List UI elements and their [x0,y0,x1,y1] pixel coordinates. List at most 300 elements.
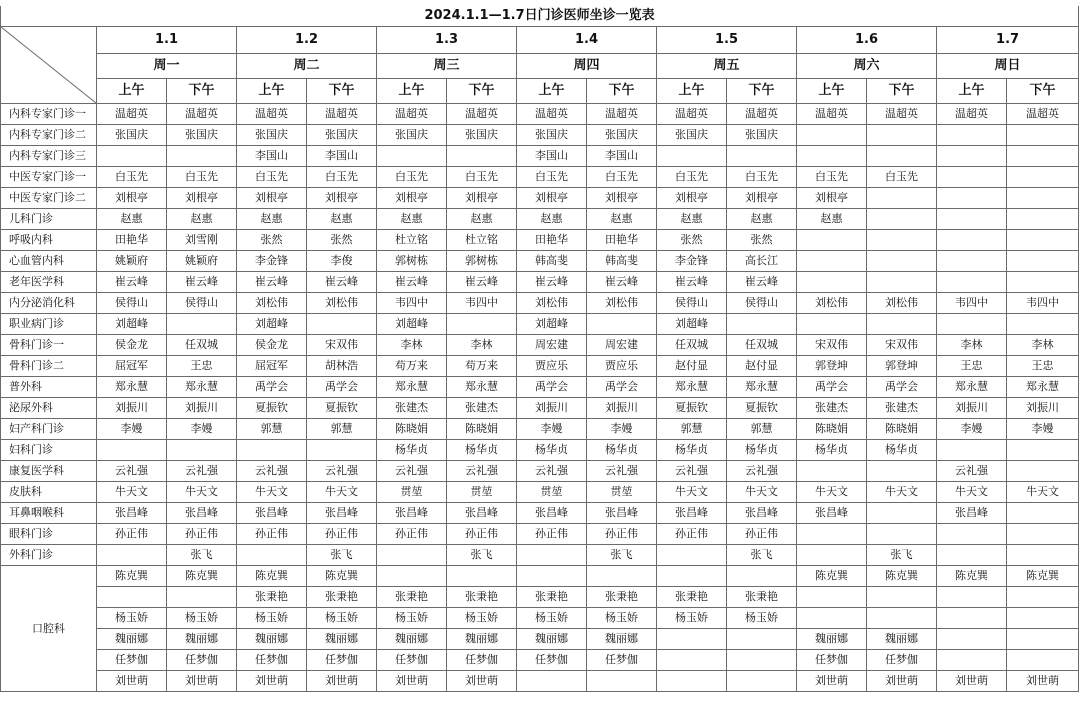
doctor-cell [1007,188,1079,209]
doctor-cell [727,314,797,335]
doctor-cell: 孙正伟 [447,524,517,545]
morning-header: 上午 [237,79,307,104]
doctor-cell: 云礼强 [447,461,517,482]
doctor-cell: 田艳华 [517,230,587,251]
doctor-cell: 云礼强 [167,461,237,482]
doctor-cell: 温超英 [867,104,937,125]
doctor-cell: 杨华贞 [447,440,517,461]
doctor-cell: 张昌峰 [447,503,517,524]
doctor-cell: 赵付显 [657,356,727,377]
doctor-cell: 张建杰 [377,398,447,419]
department-name: 口腔科 [1,566,97,692]
doctor-cell: 贯堃 [447,482,517,503]
doctor-cell: 刘超峰 [97,314,167,335]
doctor-cell [1007,650,1079,671]
doctor-cell: 禹学会 [587,377,657,398]
department-name: 妇科门诊 [1,440,97,461]
doctor-cell: 李国山 [517,146,587,167]
doctor-cell [937,125,1007,146]
doctor-cell: 刘根亭 [517,188,587,209]
doctor-cell: 牛天文 [727,482,797,503]
doctor-cell: 张国庆 [377,125,447,146]
doctor-cell [657,650,727,671]
morning-header: 上午 [377,79,447,104]
doctor-cell: 赵惠 [657,209,727,230]
afternoon-header: 下午 [1007,79,1079,104]
doctor-cell: 刘世萌 [797,671,867,692]
doctor-cell [1007,251,1079,272]
doctor-cell: 刘超峰 [377,314,447,335]
weekday-header: 周一 [97,54,237,79]
doctor-cell [1007,461,1079,482]
table-row [1,629,1079,650]
doctor-cell: 刘世萌 [237,671,307,692]
doctor-cell [727,650,797,671]
doctor-cell [1007,167,1079,188]
doctor-cell: 牛天文 [307,482,377,503]
doctor-cell: 温超英 [447,104,517,125]
doctor-cell: 云礼强 [377,461,447,482]
morning-header: 上午 [937,79,1007,104]
doctor-cell: 崔云峰 [167,272,237,293]
doctor-cell: 贯堃 [587,482,657,503]
doctor-cell: 刘超峰 [517,314,587,335]
doctor-cell: 杨华贞 [517,440,587,461]
doctor-cell: 刘超峰 [237,314,307,335]
doctor-cell: 温超英 [937,104,1007,125]
doctor-cell: 韦四中 [447,293,517,314]
schedule-sheet [0,6,1078,692]
doctor-cell: 崔云峰 [657,272,727,293]
doctor-cell: 牛天文 [237,482,307,503]
doctor-cell: 张飞 [727,545,797,566]
doctor-cell: 牛天文 [867,482,937,503]
doctor-cell: 侯得山 [727,293,797,314]
doctor-cell: 杨玉娇 [167,608,237,629]
doctor-cell [97,440,167,461]
doctor-cell [867,209,937,230]
doctor-cell: 杨华贞 [587,440,657,461]
department-name: 普外科 [1,377,97,398]
doctor-cell [447,566,517,587]
department-name: 中医专家门诊一 [1,167,97,188]
doctor-cell: 张建杰 [797,398,867,419]
doctor-cell: 赵惠 [377,209,447,230]
doctor-cell: 孙正伟 [377,524,447,545]
morning-header: 上午 [517,79,587,104]
doctor-cell [1007,629,1079,650]
doctor-cell: 郭登坤 [797,356,867,377]
table-row [1,230,1079,251]
doctor-cell: 陈克巽 [1007,566,1079,587]
doctor-cell: 郭慧 [727,419,797,440]
doctor-cell: 郑永慧 [377,377,447,398]
doctor-cell: 张飞 [587,545,657,566]
weekday-row [1,54,1079,79]
doctor-cell: 刘振川 [587,398,657,419]
doctor-cell [867,251,937,272]
doctor-cell: 张秉艳 [517,587,587,608]
doctor-cell [797,146,867,167]
doctor-cell [1007,272,1079,293]
doctor-cell [587,566,657,587]
doctor-cell: 赵付显 [727,356,797,377]
doctor-cell: 刘振川 [167,398,237,419]
doctor-cell: 崔云峰 [97,272,167,293]
doctor-cell: 陈克巽 [867,566,937,587]
date-header: 1.1 [97,27,237,54]
doctor-cell [797,545,867,566]
table-row [1,419,1079,440]
doctor-cell: 赵惠 [587,209,657,230]
date-row [1,27,1079,54]
table-row [1,524,1079,545]
doctor-cell: 张昌峰 [587,503,657,524]
doctor-cell: 禹学会 [237,377,307,398]
doctor-cell: 刘世萌 [867,671,937,692]
doctor-cell [307,314,377,335]
doctor-cell [517,545,587,566]
doctor-cell [867,461,937,482]
doctor-cell: 禹学会 [867,377,937,398]
doctor-cell: 白玉先 [727,167,797,188]
doctor-cell: 李金锋 [657,251,727,272]
doctor-cell: 李嫚 [1007,419,1079,440]
doctor-cell: 陈晓娟 [797,419,867,440]
doctor-cell [1007,524,1079,545]
doctor-cell: 温超英 [97,104,167,125]
doctor-cell: 姚颖府 [167,251,237,272]
doctor-cell: 刘松伟 [307,293,377,314]
doctor-cell: 陈克巽 [797,566,867,587]
doctor-cell: 白玉先 [237,167,307,188]
date-header: 1.2 [237,27,377,54]
doctor-cell [1007,440,1079,461]
doctor-cell [447,314,517,335]
department-name: 康复医学科 [1,461,97,482]
doctor-cell [1007,503,1079,524]
table-row [1,146,1079,167]
doctor-cell: 苟万来 [377,356,447,377]
doctor-cell: 刘根亭 [727,188,797,209]
doctor-cell: 白玉先 [377,167,447,188]
doctor-cell [867,272,937,293]
doctor-cell [517,566,587,587]
table-row [1,398,1079,419]
doctor-cell [237,545,307,566]
doctor-cell: 田艳华 [97,230,167,251]
doctor-cell: 刘松伟 [587,293,657,314]
doctor-cell [867,524,937,545]
doctor-cell [377,545,447,566]
doctor-cell: 孙正伟 [727,524,797,545]
doctor-cell: 张建杰 [867,398,937,419]
title-row [1,6,1079,27]
doctor-cell: 杨玉娇 [377,608,447,629]
doctor-cell: 张国庆 [727,125,797,146]
doctor-cell: 杨华贞 [377,440,447,461]
doctor-cell [587,314,657,335]
table-row [1,440,1079,461]
weekday-header: 周四 [517,54,657,79]
doctor-cell: 张国庆 [587,125,657,146]
doctor-cell: 郑永慧 [97,377,167,398]
doctor-cell: 赵惠 [797,209,867,230]
department-name: 内分泌消化科 [1,293,97,314]
weekday-header: 周日 [937,54,1079,79]
doctor-cell: 张昌峰 [377,503,447,524]
doctor-cell: 任梦伽 [167,650,237,671]
department-name: 外科门诊 [1,545,97,566]
table-row [1,272,1079,293]
doctor-cell: 郑永慧 [657,377,727,398]
doctor-cell: 云礼强 [727,461,797,482]
doctor-cell [377,146,447,167]
doctor-cell [937,608,1007,629]
table-row [1,209,1079,230]
doctor-cell: 杨玉娇 [517,608,587,629]
doctor-cell [797,251,867,272]
doctor-cell: 韦四中 [937,293,1007,314]
doctor-cell [657,545,727,566]
doctor-cell: 宋双伟 [797,335,867,356]
doctor-cell: 魏丽娜 [867,629,937,650]
doctor-cell [167,587,237,608]
doctor-cell: 郭慧 [237,419,307,440]
doctor-cell [937,230,1007,251]
table-row [1,650,1079,671]
doctor-cell [797,230,867,251]
afternoon-header: 下午 [447,79,517,104]
doctor-cell: 魏丽娜 [377,629,447,650]
doctor-cell: 胡林浩 [307,356,377,377]
doctor-cell: 温超英 [657,104,727,125]
department-name: 内科专家门诊二 [1,125,97,146]
doctor-cell: 魏丽娜 [97,629,167,650]
department-name: 皮肤科 [1,482,97,503]
doctor-cell: 牛天文 [657,482,727,503]
doctor-cell: 温超英 [237,104,307,125]
doctor-cell: 苟万来 [447,356,517,377]
table-row [1,671,1079,692]
department-name: 妇产科门诊 [1,419,97,440]
department-name: 呼吸内科 [1,230,97,251]
doctor-cell: 崔云峰 [377,272,447,293]
doctor-cell [1007,209,1079,230]
doctor-cell: 张国庆 [657,125,727,146]
doctor-cell: 李嫚 [167,419,237,440]
doctor-cell: 张秉艳 [307,587,377,608]
doctor-cell: 姚颖府 [97,251,167,272]
table-row [1,356,1079,377]
doctor-cell [937,314,1007,335]
half-day-row [1,79,1079,104]
doctor-cell: 孙正伟 [657,524,727,545]
afternoon-header: 下午 [587,79,657,104]
doctor-cell: 张秉艳 [447,587,517,608]
doctor-cell: 张昌峰 [727,503,797,524]
doctor-cell [867,146,937,167]
doctor-cell: 温超英 [517,104,587,125]
afternoon-header: 下午 [867,79,937,104]
doctor-cell: 屈冠军 [237,356,307,377]
doctor-cell [1007,314,1079,335]
doctor-cell: 白玉先 [517,167,587,188]
doctor-cell: 张然 [727,230,797,251]
doctor-cell [167,146,237,167]
doctor-cell: 刘振川 [1007,398,1079,419]
doctor-cell: 侯金龙 [97,335,167,356]
doctor-cell: 刘松伟 [797,293,867,314]
doctor-cell: 张昌峰 [657,503,727,524]
doctor-cell: 任梦伽 [797,650,867,671]
doctor-cell: 任梦伽 [97,650,167,671]
doctor-cell: 刘世萌 [307,671,377,692]
afternoon-header: 下午 [307,79,377,104]
date-header: 1.3 [377,27,517,54]
doctor-cell: 孙正伟 [587,524,657,545]
table-row [1,188,1079,209]
doctor-cell: 赵惠 [727,209,797,230]
doctor-cell: 温超英 [727,104,797,125]
doctor-cell: 任梦伽 [377,650,447,671]
doctor-cell: 赵惠 [517,209,587,230]
doctor-cell: 张飞 [447,545,517,566]
department-name: 内科专家门诊一 [1,104,97,125]
table-row [1,293,1079,314]
doctor-cell: 禹学会 [517,377,587,398]
doctor-cell: 刘根亭 [307,188,377,209]
doctor-cell: 张然 [307,230,377,251]
weekday-header: 周五 [657,54,797,79]
doctor-cell: 张飞 [867,545,937,566]
table-row [1,503,1079,524]
doctor-cell: 赵惠 [97,209,167,230]
corner-diagonal [1,27,96,103]
doctor-cell: 郭树栋 [447,251,517,272]
doctor-cell [797,125,867,146]
doctor-cell [937,188,1007,209]
doctor-cell: 温超英 [1007,104,1079,125]
doctor-cell: 张国庆 [307,125,377,146]
doctor-cell: 刘根亭 [237,188,307,209]
doctor-cell [1007,125,1079,146]
weekday-header: 周六 [797,54,937,79]
doctor-cell: 孙正伟 [167,524,237,545]
doctor-cell: 李林 [937,335,1007,356]
doctor-cell: 魏丽娜 [447,629,517,650]
doctor-cell: 郑永慧 [937,377,1007,398]
doctor-cell [1007,545,1079,566]
doctor-cell: 王忠 [167,356,237,377]
doctor-cell [937,440,1007,461]
doctor-cell: 刘根亭 [377,188,447,209]
afternoon-header: 下午 [167,79,237,104]
table-row [1,125,1079,146]
doctor-cell: 张国庆 [517,125,587,146]
doctor-cell: 张昌峰 [937,503,1007,524]
date-header: 1.7 [937,27,1079,54]
doctor-cell [657,671,727,692]
doctor-cell: 李林 [1007,335,1079,356]
department-name: 内科专家门诊三 [1,146,97,167]
doctor-cell [1007,608,1079,629]
table-row [1,587,1079,608]
doctor-cell: 王忠 [937,356,1007,377]
doctor-cell: 魏丽娜 [587,629,657,650]
doctor-cell: 张飞 [167,545,237,566]
doctor-cell: 李林 [447,335,517,356]
doctor-cell: 崔云峰 [517,272,587,293]
doctor-cell: 侯金龙 [237,335,307,356]
doctor-cell: 孙正伟 [307,524,377,545]
doctor-cell: 李俊 [307,251,377,272]
doctor-cell: 高长江 [727,251,797,272]
doctor-cell: 杜立铭 [377,230,447,251]
doctor-cell: 禹学会 [797,377,867,398]
department-name: 中医专家门诊二 [1,188,97,209]
doctor-cell: 魏丽娜 [307,629,377,650]
doctor-cell: 陈克巽 [307,566,377,587]
doctor-cell: 张秉艳 [727,587,797,608]
doctor-cell: 张然 [657,230,727,251]
date-header: 1.5 [657,27,797,54]
doctor-cell: 刘世萌 [447,671,517,692]
doctor-cell: 张昌峰 [517,503,587,524]
doctor-cell [937,524,1007,545]
afternoon-header: 下午 [727,79,797,104]
doctor-cell: 贯堃 [377,482,447,503]
doctor-cell: 宋双伟 [867,335,937,356]
doctor-cell: 李金锋 [237,251,307,272]
doctor-cell: 张国庆 [167,125,237,146]
department-name: 心血管内科 [1,251,97,272]
doctor-cell: 刘松伟 [517,293,587,314]
doctor-cell: 张秉艳 [237,587,307,608]
doctor-cell: 李国山 [237,146,307,167]
doctor-cell: 张国庆 [447,125,517,146]
doctor-cell: 侯得山 [167,293,237,314]
doctor-cell [237,440,307,461]
doctor-cell [867,188,937,209]
doctor-cell: 温超英 [307,104,377,125]
doctor-cell: 陈晓娟 [447,419,517,440]
doctor-cell: 白玉先 [587,167,657,188]
doctor-cell: 孙正伟 [237,524,307,545]
doctor-cell: 杨玉娇 [657,608,727,629]
doctor-cell: 陈晓娟 [867,419,937,440]
doctor-cell [727,629,797,650]
doctor-cell: 侯得山 [657,293,727,314]
doctor-cell: 任梦伽 [307,650,377,671]
doctor-cell: 陈克巽 [237,566,307,587]
doctor-cell: 任双城 [727,335,797,356]
schedule-table [0,6,1079,692]
doctor-cell: 魏丽娜 [167,629,237,650]
date-header: 1.6 [797,27,937,54]
doctor-cell: 杨玉娇 [587,608,657,629]
doctor-cell: 张秉艳 [657,587,727,608]
morning-header: 上午 [97,79,167,104]
doctor-cell: 牛天文 [937,482,1007,503]
doctor-cell: 杨玉娇 [307,608,377,629]
doctor-cell [797,524,867,545]
doctor-cell: 任双城 [167,335,237,356]
doctor-cell: 任双城 [657,335,727,356]
table-row [1,482,1079,503]
doctor-cell: 夏振钦 [237,398,307,419]
doctor-cell [657,566,727,587]
